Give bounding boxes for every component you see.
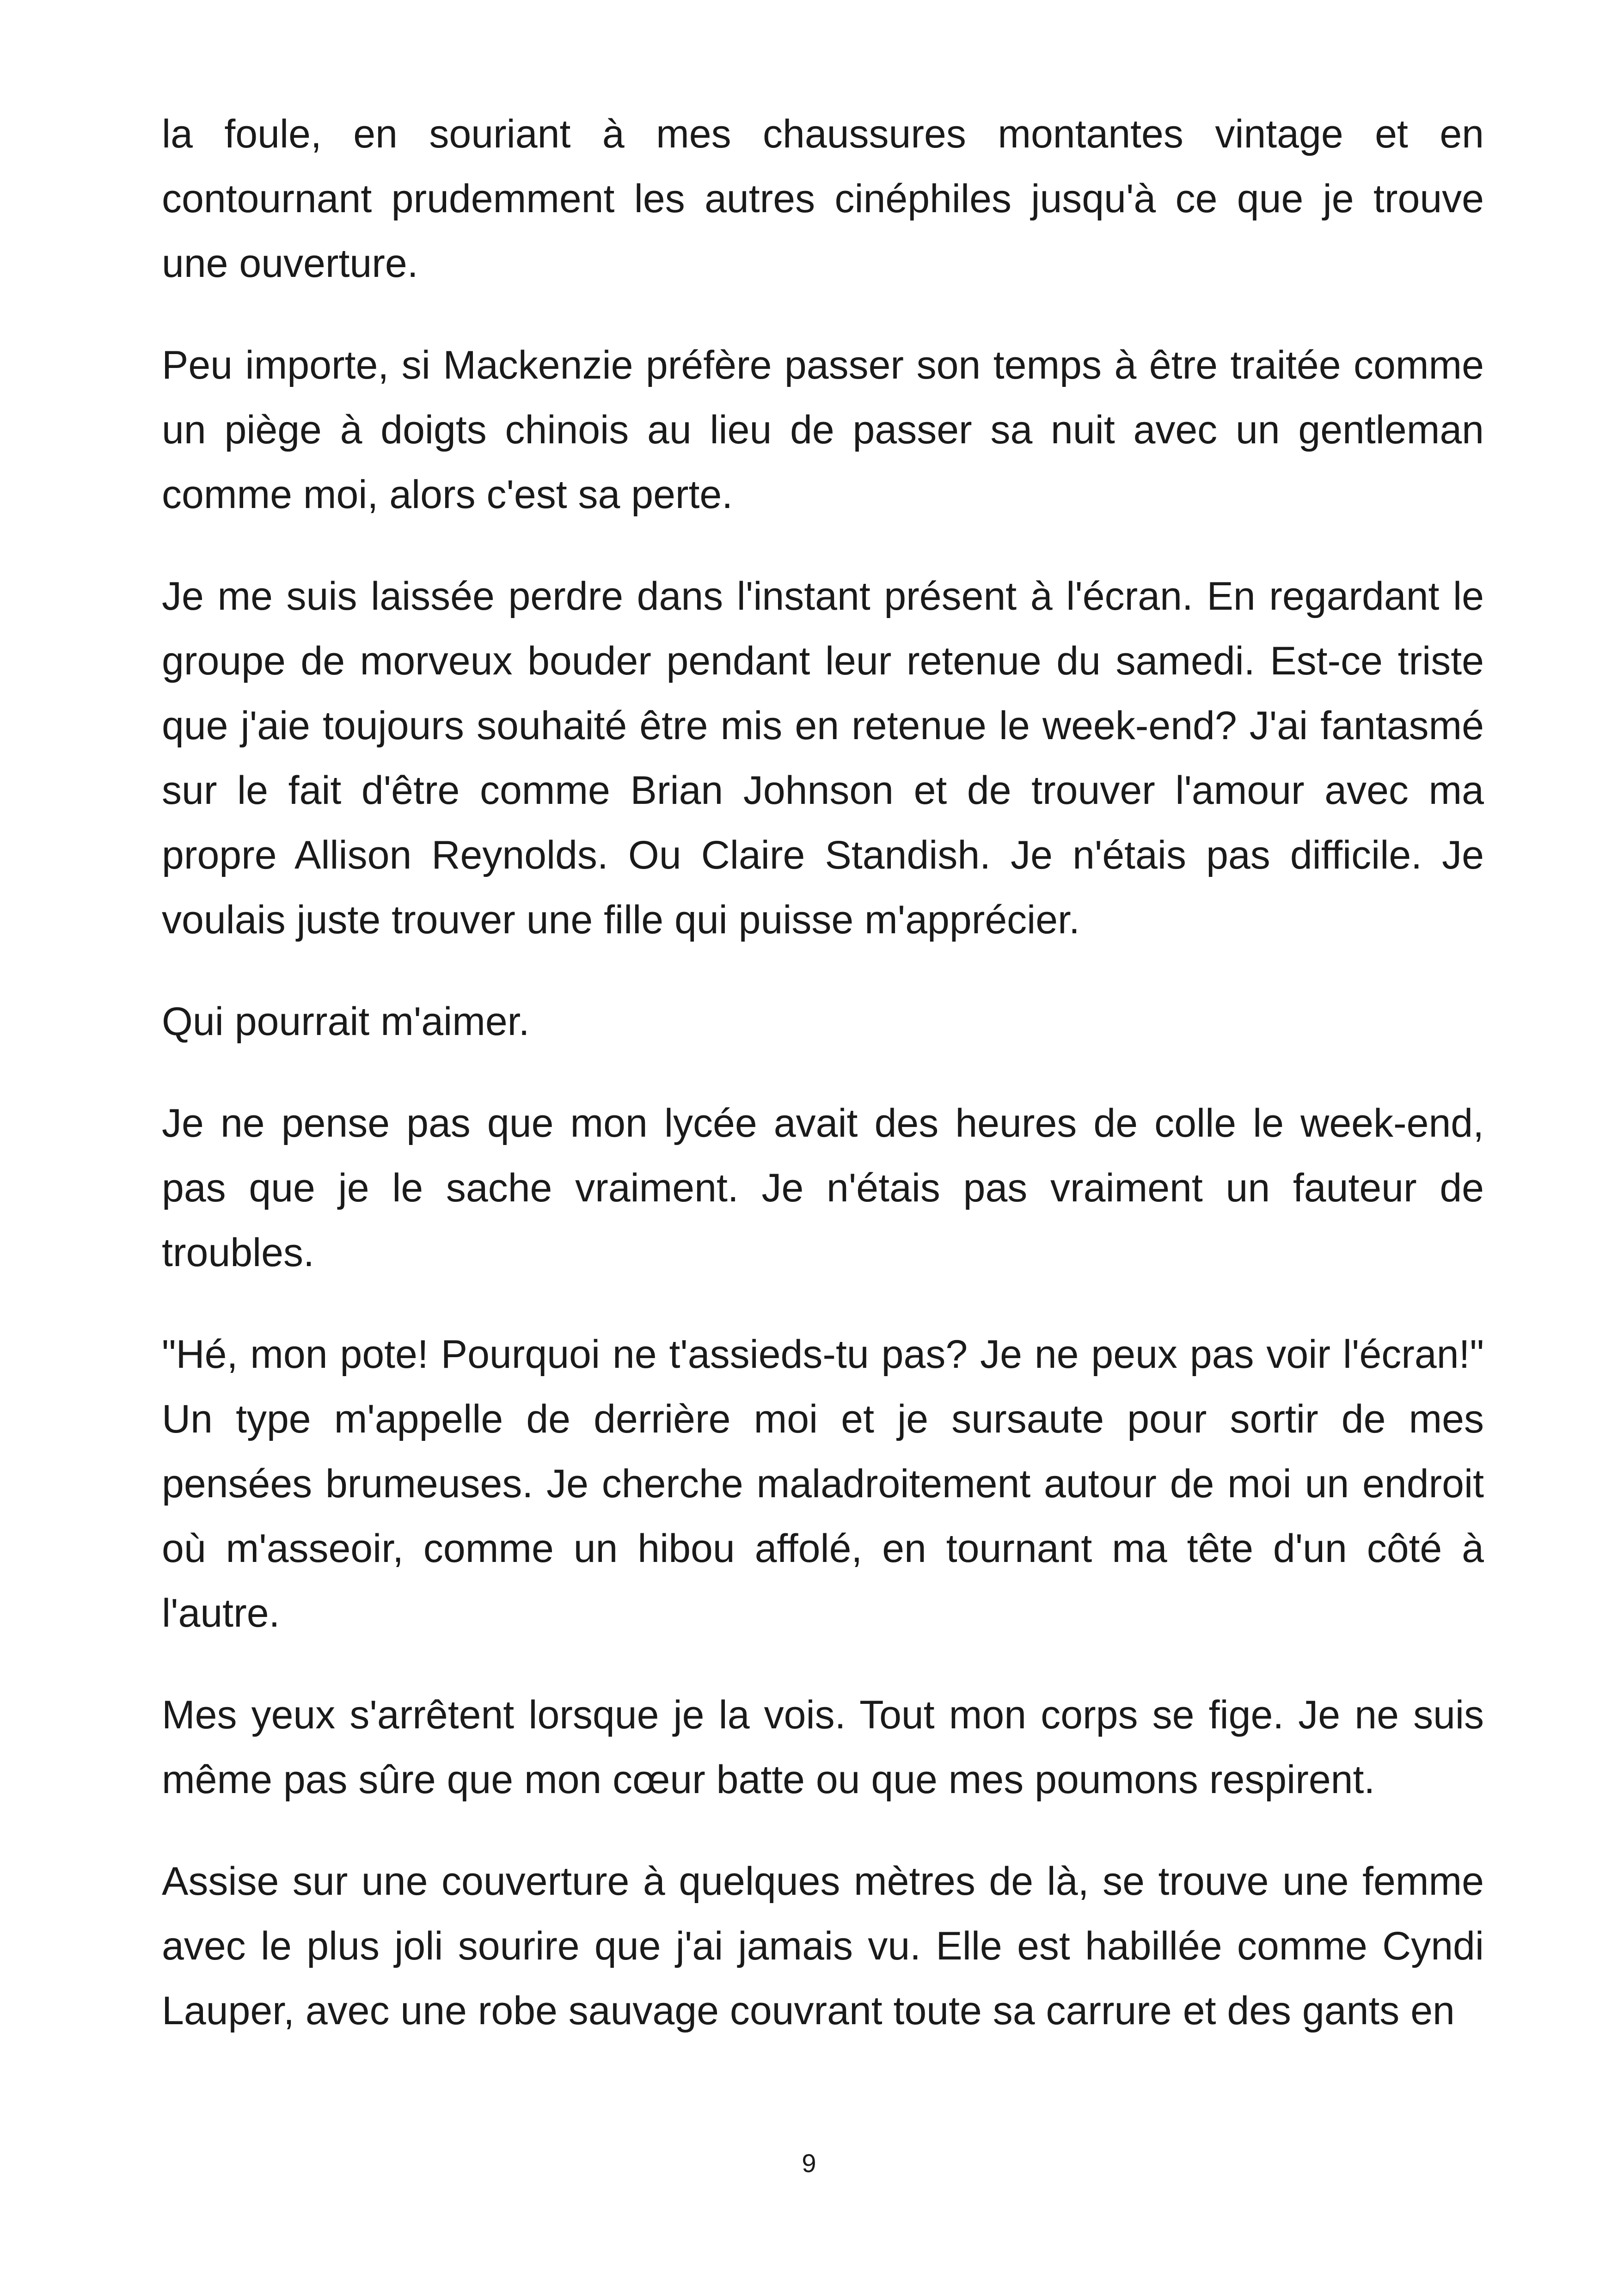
paragraph-4: Qui pourrait m'aimer. bbox=[162, 999, 530, 1044]
body-text bbox=[162, 102, 1484, 2080]
paragraph-7: Mes yeux s'arrêtent lorsque je la vois. Tout mon corps se fige. Je ne suis même pas sûre que mon cœur batte ou que mes poumons respirent. bbox=[162, 1693, 1484, 1802]
paragraph-2: Peu importe, si Mackenzie préfère passer son temps à être traitée comme un piège à doigts chinois au lieu de passer sa nuit avec un gentleman comme moi, alors c'est sa perte. bbox=[162, 343, 1484, 517]
paragraph-1: la foule, en souriant à mes chaussures montantes vintage et en contournant prudemment les autres cinéphiles jusqu'à ce que je trouve une ouverture. bbox=[162, 112, 1484, 286]
page-number: 9 bbox=[802, 2149, 816, 2178]
paragraph-5: Je ne pense pas que mon lycée avait des heures de colle le week-end, pas que je le sache vraiment. Je n'étais pas vraiment un fauteur de troubles. bbox=[162, 1101, 1484, 1275]
paragraph-6: "Hé, mon pote! Pourquoi ne t'assieds-tu pas? Je ne peux pas voir l'écran!" Un type m'appelle de derrière moi et je sursaute pour sortir de mes pensées brumeuses. Je cherche maladroitement autour de moi un endroit où m'asseoir, comme un hibou affolé, en tournant ma tête d'un côté à l'autre. bbox=[162, 1332, 1484, 1635]
paragraph-3: Je me suis laissée perdre dans l'instant présent à l'écran. En regardant le groupe de morveux bouder pendant leur retenue du samedi. Est-ce triste que j'aie toujours souhaité être mis en retenue le week-end? J'ai fantasmé sur le fait d'être comme Brian Johnson et de trouver l'amour avec ma propre Allison Reynolds. Ou Claire Standish. Je n'étais pas difficile. Je voulais juste trouver une fille qui puisse m'apprécier. bbox=[162, 574, 1484, 942]
paragraph-8: Assise sur une couverture à quelques mètres de là, se trouve une femme avec le plus joli sourire que j'ai jamais vu. Elle est habillée comme Cyndi Lauper, avec une robe sauvage couvrant toute sa carrure et des gants en bbox=[162, 1859, 1484, 2033]
